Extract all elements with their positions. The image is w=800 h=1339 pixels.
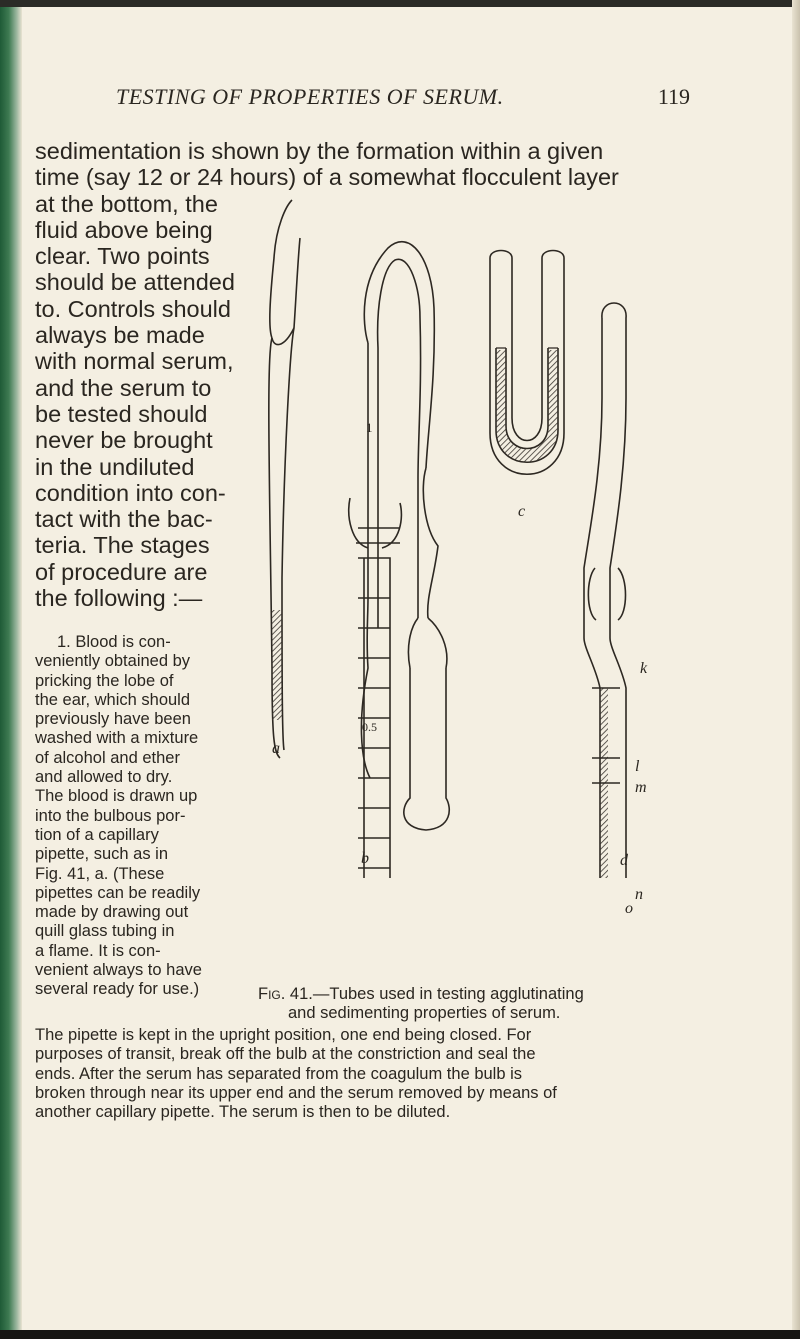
step-line: veniently obtained by	[35, 652, 191, 671]
pipette-a	[269, 200, 300, 758]
figure-label-l: l	[635, 758, 640, 775]
figure-label-c: c	[518, 503, 526, 520]
caption-label: Fig. 41.	[258, 985, 313, 1003]
page-number: 119	[657, 84, 690, 109]
paragraph-column	[35, 191, 235, 612]
paragraph-line: sedimentation is shown by the formation within a given	[35, 138, 604, 164]
step-line: pipettes can be readily	[35, 883, 201, 902]
paragraph-line: should be attended	[35, 269, 235, 296]
step-line: Fig. 41, a. (These	[35, 864, 165, 883]
paragraph-line: tact with the bac-	[35, 506, 213, 533]
paragraph-line: time (say 12 or 24 hours) of a somewhat flocculent layer	[35, 164, 619, 191]
paragraph-line: at the bottom, the	[35, 190, 218, 217]
paragraph-line: fluid above being	[35, 216, 213, 243]
scale-mark-half: 0.5	[362, 720, 377, 734]
step-line: tion of a capillary	[35, 825, 159, 844]
bottom-line: another capillary pipette. The serum is then to be diluted.	[35, 1103, 451, 1122]
tube-d	[584, 303, 626, 878]
scan-bottom-border	[0, 1330, 800, 1339]
step-column	[35, 633, 202, 1000]
caption-text-1: —Tubes used in testing agglutinating	[312, 985, 584, 1003]
running-head-title: TESTING OF PROPERTIES OF SERUM.	[116, 84, 504, 109]
pipette-b	[346, 242, 449, 878]
paragraph-line: to. Controls should	[35, 295, 231, 322]
scan-top-border	[0, 0, 800, 7]
paragraph-line: and the serum to	[35, 374, 212, 401]
paragraph-line: condition into con-	[35, 479, 226, 506]
caption-line-1	[258, 985, 584, 1004]
figure-label-o: o	[625, 900, 633, 917]
paragraph-line: of procedure are	[35, 558, 208, 585]
paragraph-full-lines	[35, 138, 619, 191]
caption-text-2: and sedimenting properties of serum.	[288, 1004, 561, 1023]
paragraph-line: teria. The stages	[35, 532, 210, 559]
step-line: a flame. It is con-	[35, 941, 161, 960]
step-line: quill glass tubing in	[35, 922, 175, 941]
step-line: and allowed to dry.	[35, 768, 173, 787]
step-line: The blood is drawn up	[35, 787, 198, 806]
figure-label-d: d	[620, 852, 628, 869]
step-line: venient always to have	[35, 961, 202, 980]
paragraph-line: the following :—	[35, 585, 203, 612]
paragraph-line: be tested should	[35, 400, 208, 427]
figure-label-a: a	[272, 740, 280, 757]
paragraph-line: never be brought	[35, 427, 213, 454]
step-line: washed with a mixture	[35, 729, 199, 748]
u-tube-c	[490, 251, 564, 475]
scale-mark-one: 1	[366, 420, 373, 435]
running-head	[116, 82, 696, 114]
bottom-paragraph	[35, 1026, 557, 1122]
figure-label-m: m	[635, 779, 647, 796]
figure-label-n: n	[635, 886, 643, 903]
figure-caption	[258, 985, 584, 1024]
paragraph-line: always be made	[35, 322, 205, 349]
step-line: the ear, which should	[35, 690, 191, 709]
page-right-edge	[792, 0, 800, 1339]
figure-label-k: k	[640, 660, 648, 677]
book-spine-edge	[0, 0, 22, 1339]
step-line: pipette, such as in	[35, 845, 168, 864]
step-line: made by drawing out	[35, 903, 189, 922]
step-line: 1. Blood is con-	[57, 633, 171, 651]
step-line: several ready for use.)	[35, 980, 200, 999]
bottom-line: purposes of transit, break off the bulb at the constriction and seal the	[35, 1045, 536, 1064]
bottom-line: The pipette is kept in the upright position, one end being closed. For	[35, 1026, 532, 1044]
bottom-line: ends. After the serum has separated from the coagulum the bulb is	[35, 1064, 523, 1083]
paragraph-line: clear. Two points	[35, 243, 210, 270]
figure-41-illustration	[250, 198, 670, 878]
paragraph-line: in the undiluted	[35, 453, 195, 480]
figure-41	[250, 198, 670, 917]
step-line: pricking the lobe of	[35, 671, 174, 690]
step-line: into the bulbous por-	[35, 806, 186, 825]
bottom-line: broken through near its upper end and the serum removed by means of	[35, 1083, 557, 1102]
step-line: of alcohol and ether	[35, 748, 180, 767]
paragraph-line: with normal serum,	[35, 348, 234, 375]
step-line: previously have been	[35, 710, 191, 729]
figure-label-b: b	[361, 850, 369, 867]
